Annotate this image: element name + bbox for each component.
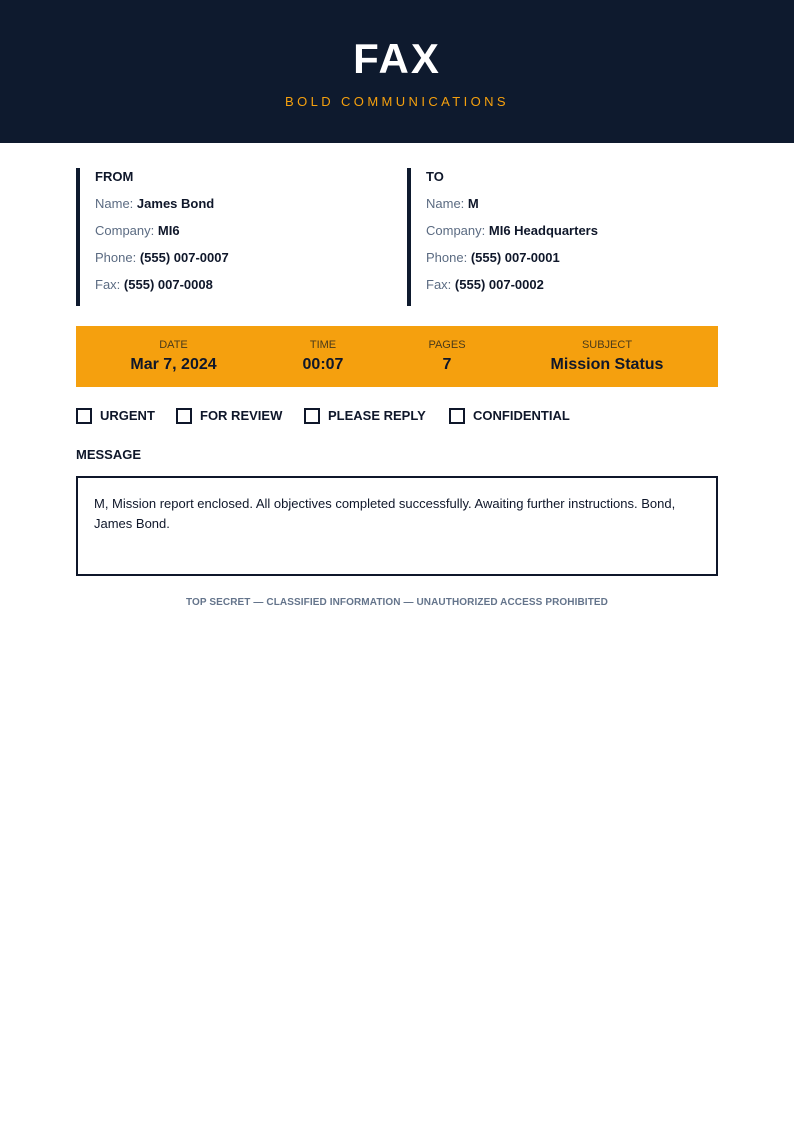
date-cell [121, 339, 226, 375]
subject-value: Mission Status [550, 356, 664, 373]
from-fax-value: (555) 007-0008 [123, 277, 213, 292]
company-subtitle: BOLD COMMUNICATIONS [285, 94, 509, 109]
confidential-checkbox-label: CONFIDENTIAL [473, 408, 570, 423]
from-company-row [95, 223, 396, 239]
from-company-value: MI6 [157, 223, 180, 238]
to-name-value: M [467, 196, 479, 211]
from-name-value: James Bond [136, 196, 215, 211]
parties-section [76, 168, 718, 306]
pages-value: 7 [442, 356, 452, 373]
to-name-row [426, 196, 718, 212]
to-fax-row [426, 277, 718, 293]
from-block [76, 168, 396, 306]
meta-bar [76, 326, 718, 387]
to-fax-value: (555) 007-0002 [454, 277, 544, 292]
to-name-label: Name: [426, 196, 465, 211]
confidential-checkbox-box[interactable] [449, 408, 465, 424]
message-box: M, Mission report enclosed. All objectives completed successfully. Awaiting further instructions. Bond, James Bond. [76, 476, 718, 576]
time-cell [288, 339, 358, 375]
fax-header [0, 0, 794, 143]
from-heading: FROM [95, 169, 134, 184]
to-company-value: MI6 Headquarters [488, 223, 598, 238]
time-value: 00:07 [302, 356, 344, 373]
please-reply-checkbox-label: PLEASE REPLY [328, 408, 426, 423]
classification-footer: TOP SECRET — CLASSIFIED INFORMATION — UNAUTHORIZED ACCESS PROHIBITED [185, 597, 608, 608]
from-phone-label: Phone: [95, 250, 137, 265]
pages-cell [412, 339, 482, 375]
to-fax-label: Fax: [426, 277, 452, 292]
pages-label: PAGES [428, 339, 466, 351]
urgent-checkbox-label: URGENT [100, 408, 155, 423]
for-review-checkbox-label: FOR REVIEW [200, 408, 283, 423]
checkbox-row [76, 407, 718, 425]
fax-title: FAX [353, 35, 441, 82]
from-fax-label: Fax: [95, 277, 121, 292]
message-heading: MESSAGE [76, 447, 142, 462]
to-phone-row [426, 250, 718, 266]
date-label: DATE [159, 339, 188, 351]
to-company-label: Company: [426, 223, 486, 238]
subject-label: SUBJECT [581, 339, 633, 351]
to-company-row [426, 223, 718, 239]
date-value: Mar 7, 2024 [130, 356, 217, 373]
to-block [407, 168, 718, 306]
from-name-label: Name: [95, 196, 134, 211]
to-phone-value: (555) 007-0001 [470, 250, 560, 265]
from-phone-row [95, 250, 396, 266]
for-review-checkbox-box[interactable] [176, 408, 192, 424]
from-fax-row [95, 277, 396, 293]
urgent-checkbox-box[interactable] [76, 408, 92, 424]
to-phone-label: Phone: [426, 250, 468, 265]
subject-cell [537, 339, 677, 375]
from-name-row [95, 196, 396, 212]
to-heading: TO [426, 169, 444, 184]
from-phone-value: (555) 007-0007 [139, 250, 229, 265]
time-label: TIME [309, 339, 337, 351]
from-company-label: Company: [95, 223, 155, 238]
please-reply-checkbox-box[interactable] [304, 408, 320, 424]
